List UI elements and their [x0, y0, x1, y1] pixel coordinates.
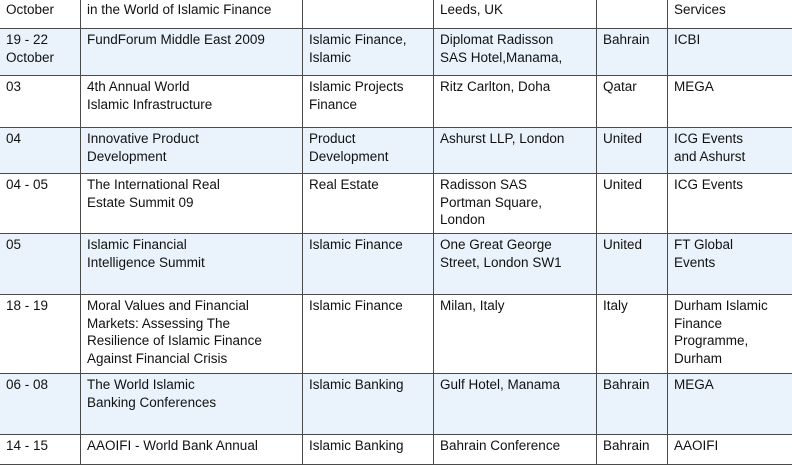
organizer-cell: AAOIFI [668, 435, 792, 465]
table-row [0, 295, 792, 374]
event-cell: The World Islamic Banking Conferences [81, 374, 303, 435]
country-cell [597, 0, 668, 29]
venue-cell: Ritz Carlton, Doha [434, 76, 597, 128]
country-cell: United [597, 174, 668, 234]
organizer-cell: MEGA [668, 76, 792, 128]
country-cell: Bahrain [597, 29, 668, 76]
country-cell: Bahrain [597, 374, 668, 435]
date-cell: 14 - 15 [0, 435, 81, 465]
table-row [0, 435, 792, 465]
date-cell: 03 [0, 76, 81, 128]
country-cell: Qatar [597, 76, 668, 128]
date-cell: 19 - 22 October [0, 29, 81, 76]
venue-cell: Milan, Italy [434, 295, 597, 374]
country-cell: United [597, 128, 668, 174]
sector-cell: Islamic Finance [303, 295, 434, 374]
table-row [0, 76, 792, 128]
sector-cell: Real Estate [303, 174, 434, 234]
sector-cell [303, 0, 434, 29]
country-cell: Italy [597, 295, 668, 374]
venue-cell: Ashurst LLP, London [434, 128, 597, 174]
date-cell: 05 [0, 234, 81, 295]
date-cell: 04 - 05 [0, 174, 81, 234]
date-cell: 18 - 19 [0, 295, 81, 374]
venue-cell: Gulf Hotel, Manama [434, 374, 597, 435]
sector-cell: Islamic Finance, Islamic [303, 29, 434, 76]
event-cell: Moral Values and Financial Markets: Assessing The Resilience of Islamic Finance Against Financial Crisis [81, 295, 303, 374]
sector-cell: Islamic Banking [303, 374, 434, 435]
sector-cell: Islamic Finance [303, 234, 434, 295]
table-row [0, 29, 792, 76]
event-cell: 4th Annual World Islamic Infrastructure [81, 76, 303, 128]
event-cell: AAOIFI - World Bank Annual [81, 435, 303, 465]
table-row [0, 128, 792, 174]
organizer-cell: Durham Islamic Finance Programme, Durham [668, 295, 792, 374]
organizer-cell: MEGA [668, 374, 792, 435]
event-cell: Innovative Product Development [81, 128, 303, 174]
organizer-cell: Services [668, 0, 792, 29]
event-cell: in the World of Islamic Finance [81, 0, 303, 29]
table-row [0, 0, 792, 29]
organizer-cell: ICG Events [668, 174, 792, 234]
organizer-cell: ICG Events and Ashurst [668, 128, 792, 174]
sector-cell: Islamic Banking [303, 435, 434, 465]
event-cell: The International Real Estate Summit 09 [81, 174, 303, 234]
venue-cell: Radisson SAS Portman Square, London [434, 174, 597, 234]
sector-cell: Product Development [303, 128, 434, 174]
organizer-cell: ICBI [668, 29, 792, 76]
organizer-cell: FT Global Events [668, 234, 792, 295]
venue-cell: One Great George Street, London SW1 [434, 234, 597, 295]
date-cell: 04 [0, 128, 81, 174]
venue-cell: Leeds, UK [434, 0, 597, 29]
venue-cell: Diplomat Radisson SAS Hotel,Manama, [434, 29, 597, 76]
country-cell: United [597, 234, 668, 295]
table-row [0, 374, 792, 435]
event-cell: Islamic Financial Intelligence Summit [81, 234, 303, 295]
sector-cell: Islamic Projects Finance [303, 76, 434, 128]
country-cell: Bahrain [597, 435, 668, 465]
date-cell: 06 - 08 [0, 374, 81, 435]
date-cell: October [0, 0, 81, 29]
event-cell: FundForum Middle East 2009 [81, 29, 303, 76]
table-row [0, 174, 792, 234]
venue-cell: Bahrain Conference [434, 435, 597, 465]
table-row [0, 234, 792, 295]
